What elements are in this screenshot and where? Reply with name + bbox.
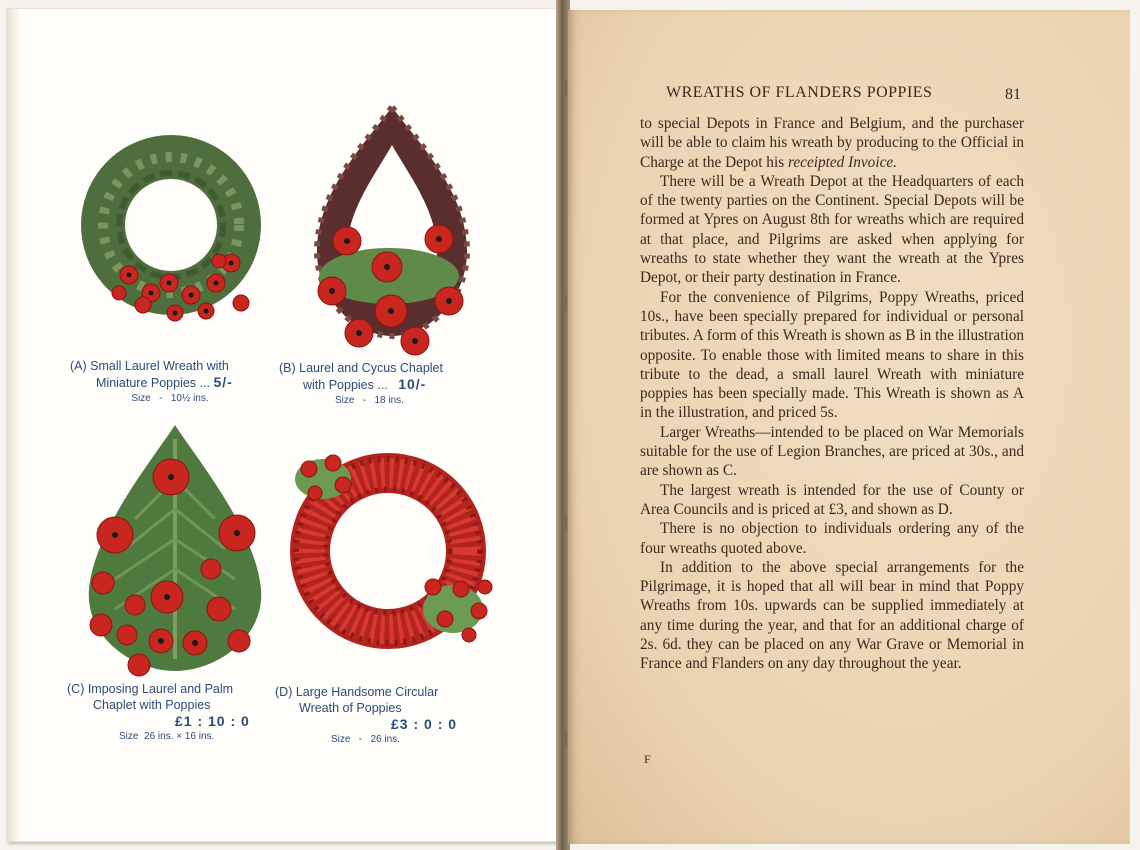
wreath-d-image — [283, 439, 503, 665]
paragraph: There is no objection to individuals ordering any of the four wreaths quoted above. — [640, 520, 1024, 557]
caption-c — [67, 681, 267, 745]
left-page — [6, 8, 560, 842]
italic-phrase: receipted Invoice. — [787, 153, 897, 171]
binding-stitch — [563, 295, 567, 311]
paragraph: to special Depots in France and Belgium, and the purchaser will be able to claim his wreath by producing to the Official in Charge at the Depot his receipted Invoice. — [640, 115, 1024, 171]
right-page — [568, 10, 1130, 844]
wreath-a-image — [71, 133, 271, 341]
caption-d-price: £3 : 0 : 0 — [391, 716, 458, 732]
binding-stitch — [563, 80, 567, 96]
wreath-c-image — [75, 419, 275, 681]
caption-c-size-value: 26 ins. × 16 ins. — [144, 731, 215, 742]
page-number: 81 — [1005, 86, 1021, 103]
caption-a-line1: (A) Small Laurel Wreath with — [70, 359, 229, 373]
paragraph: There will be a Wreath Depot at the Headquarters of each of the twenty parties on the Continent. Special Depots will be formed at Ypres on August 8th for wreaths which are required at that place, and Pilgrims are asked when applying for wreaths to state whether they want the wreath at the Ypres Depot, or their party destination in France. — [640, 172, 1024, 287]
caption-a-size-dash: - — [159, 393, 163, 404]
paragraph: For the convenience of Pilgrims, Poppy Wreaths, priced 10s., have been specially prepared for individual or personal tributes. A form of this Wreath is shown as B in the illustration opposite. To enable those with limited means to share in this tribute to the dead, a small laurel Wreath with miniature poppies has been specially made. This Wreath is shown as A in the illustration, and priced 5s. — [640, 288, 1024, 422]
caption-c-line2: Chaplet with Poppies — [93, 698, 211, 712]
caption-b-line1: (B) Laurel and Cycus Chaplet — [279, 361, 443, 375]
caption-b-size-label: Size — [335, 395, 355, 406]
caption-b — [279, 360, 479, 409]
caption-c-line1: (C) Imposing Laurel and Palm — [67, 682, 234, 696]
caption-a — [70, 358, 270, 407]
caption-d-size-dash: - — [358, 734, 363, 745]
caption-c-size-label: Size — [119, 731, 139, 742]
running-header: WREATHS OF FLANDERS POPPIES — [666, 84, 933, 101]
caption-b-size-value: 18 ins. — [374, 395, 404, 406]
wreath-b-image — [297, 101, 487, 357]
signature-mark: F — [644, 752, 651, 766]
caption-d-line2: Wreath of Poppies — [299, 701, 402, 715]
caption-b-size-dash: - — [362, 395, 367, 406]
paragraph: Larger Wreaths—intended to be placed on War Memorials suitable for the use of Legion Branches, are priced at 30s., and are shown as C. — [640, 423, 1024, 480]
caption-d — [275, 684, 485, 748]
caption-a-price: 5/- — [213, 374, 233, 390]
caption-b-price: 10/- — [398, 376, 427, 392]
caption-c-price: £1 : 10 : 0 — [175, 713, 250, 729]
caption-b-line2: with Poppies ... — [303, 378, 388, 392]
caption-a-size-label: Size — [131, 393, 151, 404]
binding-stitch — [563, 515, 567, 531]
binding-stitch — [563, 730, 567, 746]
caption-d-size-value: 26 ins. — [370, 734, 400, 745]
caption-a-size-value: 10½ ins. — [170, 393, 209, 404]
paragraph: The largest wreath is intended for the use of County or Area Councils and is priced at £3, and shown as D. — [640, 481, 1024, 518]
caption-d-size-label: Size — [331, 734, 351, 745]
caption-a-line2: Miniature Poppies ... — [96, 376, 210, 390]
caption-d-line1: (D) Large Handsome Circular — [275, 685, 439, 699]
paragraph: In addition to the above special arrangements for the Pilgrimage, it is hoped that all will bear in mind that Poppy Wreaths from 10s. upwards can be supplied immediately at any time during the year, and that for an additional charge of 2s. 6d. they can be placed on any War Grave or Memorial in France and Flanders on any day throughout the year. — [640, 558, 1024, 673]
body-text — [640, 114, 1024, 674]
